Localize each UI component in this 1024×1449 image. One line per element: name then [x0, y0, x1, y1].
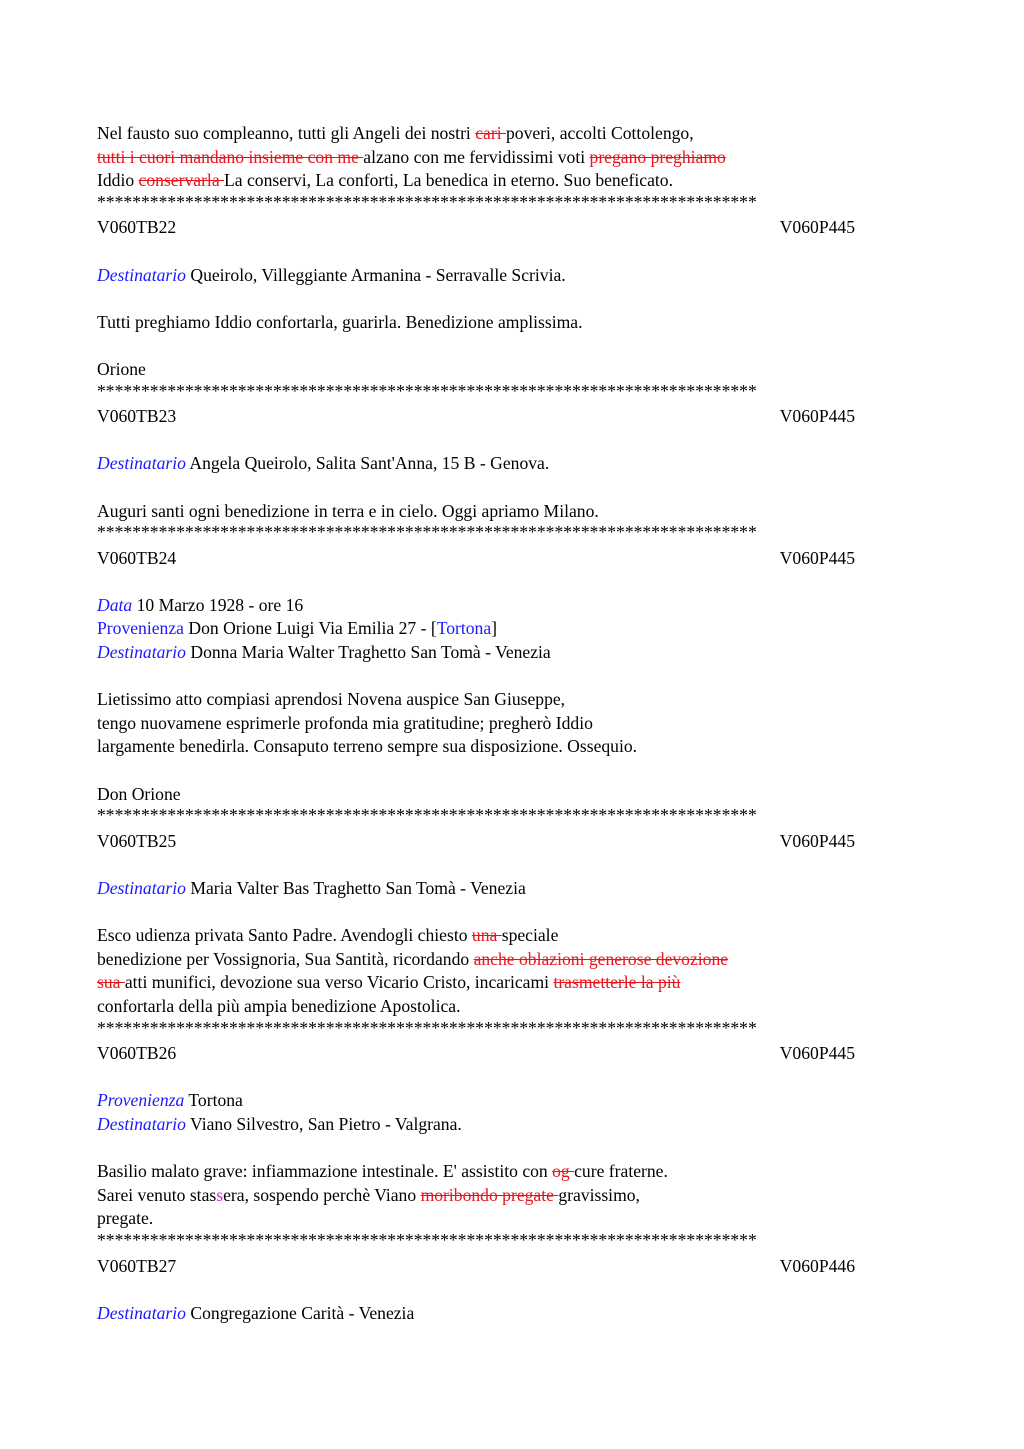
- deleted-text: tutti i cuori mandano insieme con me: [97, 146, 364, 167]
- deleted-text: sua: [97, 972, 125, 993]
- origin-line: [97, 617, 957, 641]
- separator: ***************************************************************************: [97, 806, 757, 826]
- text: Sarei venuto stas: [97, 1184, 217, 1205]
- recipient-line: [97, 264, 957, 288]
- origin-link[interactable]: Tortona: [436, 618, 492, 639]
- entry-header: [97, 830, 855, 854]
- deleted-text: moribondo pregate: [420, 1184, 559, 1205]
- separator: ***************************************************************************: [97, 1018, 757, 1038]
- text: benedizione per Vossignoria, Sua Santità, ricordando: [97, 948, 474, 969]
- field-label: Destinatario: [97, 1302, 186, 1323]
- message-line: [97, 948, 957, 972]
- origin: Tortona: [188, 1090, 243, 1111]
- message-line: [97, 1207, 957, 1231]
- entry-header: [97, 405, 855, 429]
- message-line: [97, 971, 957, 995]
- message-line: [97, 1160, 957, 1184]
- text-line: [97, 169, 957, 193]
- recipient: Congregazione Carità - Venezia: [190, 1302, 415, 1323]
- text: Nel fausto suo compleanno, tutti gli Angeli dei nostri: [97, 123, 476, 143]
- field-label: Destinatario: [97, 642, 186, 663]
- recipient-line: [97, 1302, 957, 1326]
- separator: ***************************************************************************: [97, 523, 757, 543]
- recipient-line: [97, 641, 957, 665]
- text: Iddio: [97, 170, 139, 191]
- origin: ]: [491, 618, 498, 639]
- recipient-line: [97, 452, 957, 476]
- text: speciale: [501, 925, 559, 946]
- page-code: V060P446: [779, 1255, 855, 1276]
- text: cure fraterne.: [574, 1161, 668, 1182]
- document-page: [97, 122, 957, 1325]
- entry-header: [97, 547, 855, 571]
- entry-code: V060TB26: [97, 1043, 177, 1064]
- text: gravissimo,: [558, 1184, 640, 1205]
- recipient: Viano Silvestro, San Pietro - Valgrana.: [190, 1113, 462, 1134]
- message-line: Auguri santi ogni benedizione in terra e in cielo. Oggi apriamo Milano.: [97, 500, 599, 521]
- entry-code: V060TB23: [97, 406, 177, 427]
- deleted-text: pregano preghiamo: [589, 146, 726, 167]
- text: atti munifici, devozione sua verso Vicario Cristo, incaricami: [124, 972, 554, 993]
- recipient: Queirolo, Villeggiante Armanina - Serravalle Scrivia.: [190, 264, 566, 285]
- date: 10 Marzo 1928 - ore 16: [136, 594, 304, 615]
- entry-header: [97, 216, 855, 240]
- text: era, sospendo perchè Viano: [223, 1184, 421, 1205]
- origin-line: [97, 1089, 957, 1113]
- message-line: [97, 1184, 957, 1208]
- page-code: V060P445: [779, 1043, 855, 1064]
- deleted-text: conservarla: [138, 170, 225, 191]
- recipient: Angela Queirolo, Salita Sant'Anna, 15 B - Genova.: [189, 453, 550, 474]
- entry-code: V060TB25: [97, 830, 177, 851]
- page-code: V060P445: [779, 406, 855, 427]
- message-line: Tutti preghiamo Iddio confortarla, guarirla. Benedizione amplissima.: [97, 311, 583, 332]
- entry-code: V060TB24: [97, 547, 177, 568]
- signature: Orione: [97, 358, 146, 379]
- separator: ***************************************************************************: [97, 381, 757, 401]
- text-line: [97, 122, 957, 146]
- field-label: Destinatario: [97, 453, 186, 474]
- field-label: Data: [97, 594, 133, 615]
- recipient-line: [97, 877, 957, 901]
- signature: Don Orione: [97, 783, 181, 804]
- text: alzano con me fervidissimi voti: [363, 146, 590, 167]
- entry-code: V060TB22: [97, 217, 177, 238]
- message-line: largamente benedirla. Consaputo terreno sempre sua disposizione. Ossequio.: [97, 736, 638, 757]
- deleted-text: anche oblazioni generose devozione: [473, 948, 729, 969]
- message-line: Lietissimo atto compiasi aprendosi Novena auspice San Giuseppe,: [97, 689, 566, 710]
- inserted-text: s: [216, 1184, 224, 1205]
- page-code: V060P445: [779, 547, 855, 568]
- text: Basilio malato grave: infiammazione intestinale. E' assistito con: [97, 1161, 553, 1182]
- message-line: [97, 924, 957, 948]
- field-label: Provenienza: [97, 618, 184, 639]
- message-line: tengo nuovamene esprimerle profonda mia gratitudine; pregherò Iddio: [97, 712, 593, 733]
- text: pregate.: [97, 1208, 154, 1229]
- page-code: V060P445: [779, 830, 855, 851]
- separator: ***************************************************************************: [97, 192, 757, 212]
- field-label: Destinatario: [97, 264, 186, 285]
- field-label: Provenienza: [97, 1090, 185, 1111]
- recipient: Donna Maria Walter Traghetto San Tomà - Venezia: [190, 642, 551, 663]
- origin: Don Orione Luigi Via Emilia 27 - [: [188, 618, 437, 639]
- text: Esco udienza privata Santo Padre. Avendogli chiesto: [97, 925, 472, 946]
- date-line: [97, 594, 957, 618]
- page-code: V060P445: [779, 217, 855, 238]
- deleted-text: una: [471, 925, 502, 946]
- text: confortarla della più ampia benedizione Apostolica.: [97, 995, 461, 1016]
- text-line: [97, 146, 957, 170]
- recipient-line: [97, 1113, 957, 1137]
- deleted-text: trasmetterle la più: [553, 972, 681, 993]
- deleted-text: og: [552, 1161, 575, 1182]
- deleted-text: cari: [475, 123, 506, 143]
- message-line: [97, 995, 957, 1019]
- recipient: Maria Valter Bas Traghetto San Tomà - Venezia: [190, 878, 526, 898]
- entry-header: [97, 1255, 855, 1279]
- field-label: Destinatario: [97, 1113, 186, 1134]
- text: poveri, accolti Cottolengo,: [505, 123, 694, 143]
- text: La conservi, La conforti, La benedica in eterno. Suo beneficato.: [224, 170, 673, 191]
- entry-code: V060TB27: [97, 1255, 177, 1276]
- separator: ***************************************************************************: [97, 1230, 757, 1250]
- field-label: Destinatario: [97, 878, 186, 898]
- entry-header: [97, 1042, 855, 1066]
